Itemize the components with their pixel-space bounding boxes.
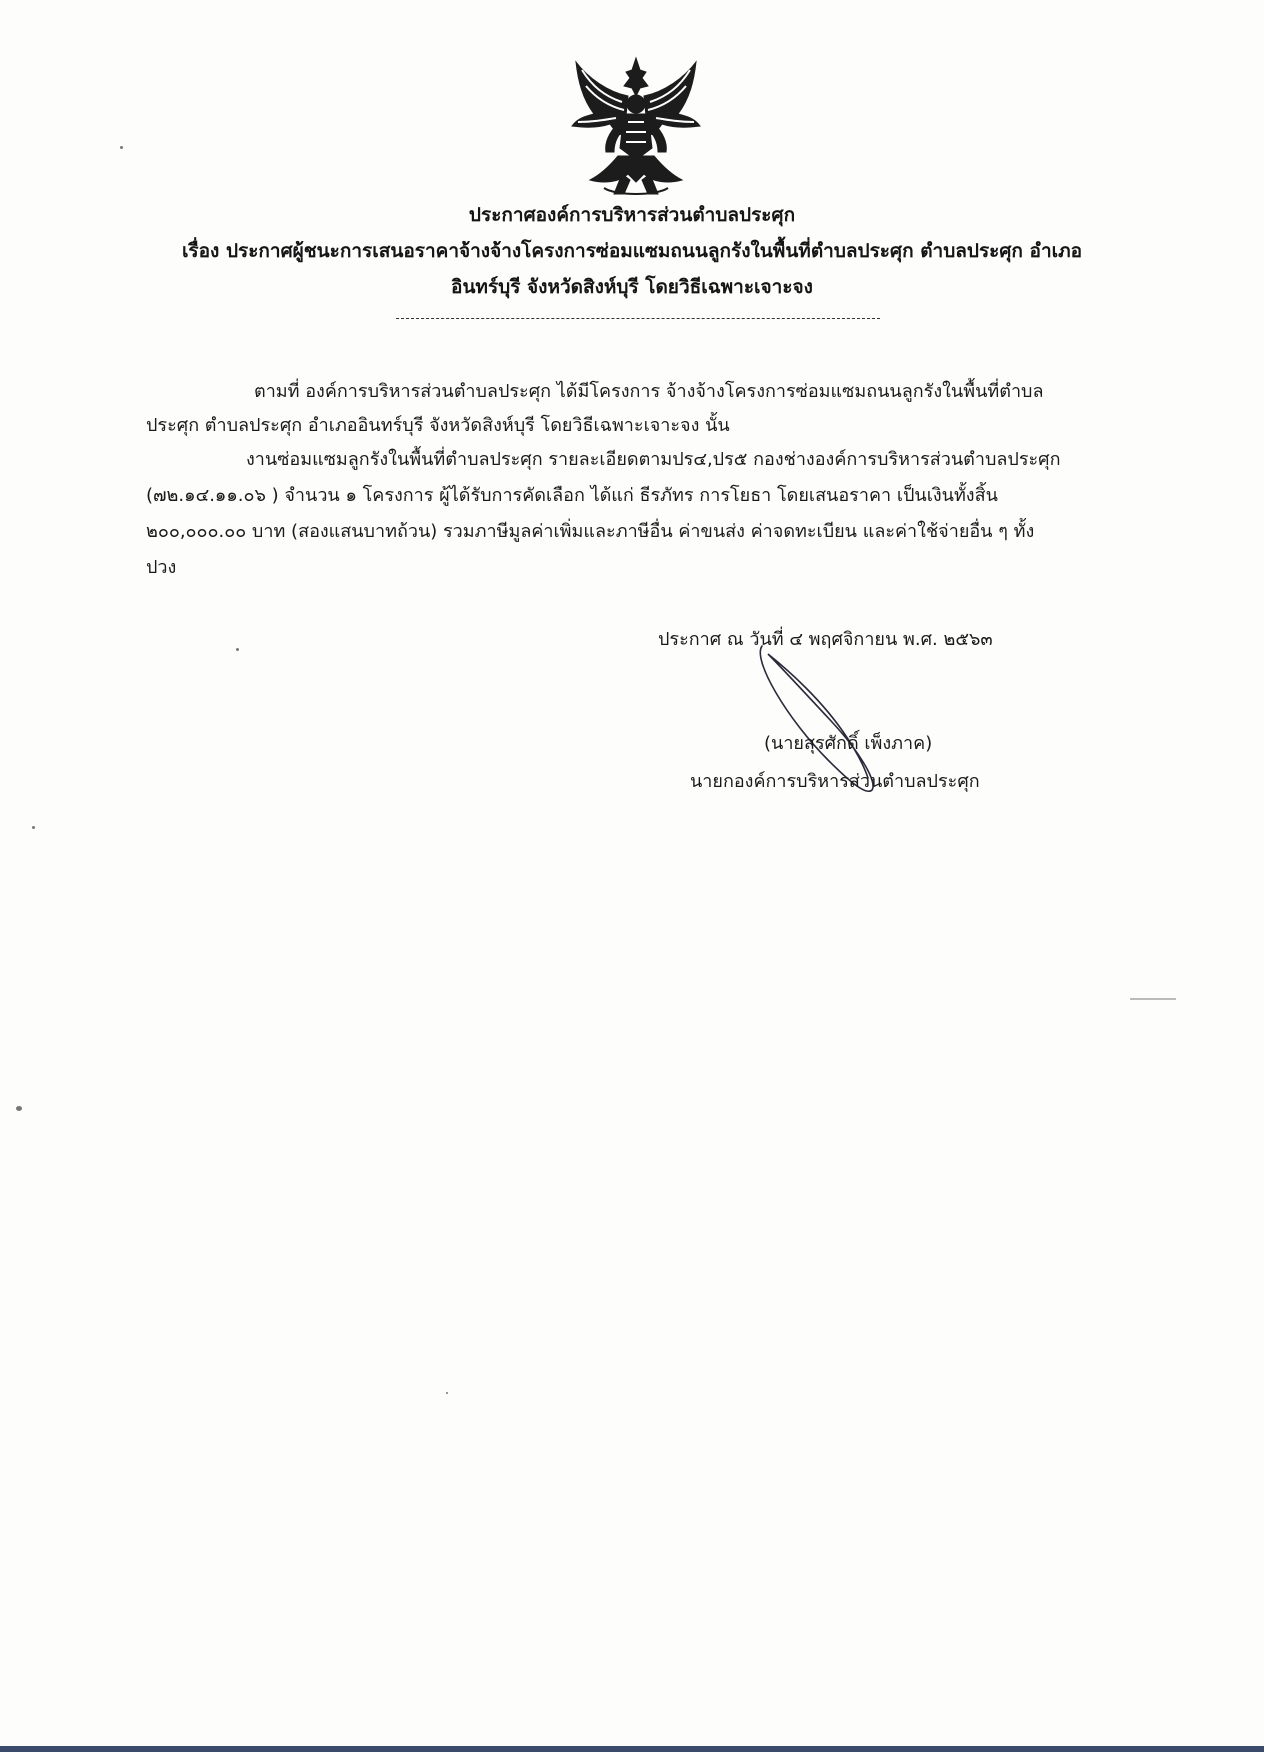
subject-line-2: อินทร์บุรี จังหวัดสิงห์บุรี โดยวิธีเฉพาะเจาะจง: [451, 276, 813, 298]
paragraph-2-line-2: (๗๒.๑๔.๑๑.๐๖ ) จำนวน ๑ โครงการ ผู้ได้รับการคัดเลือก ได้แก่ ธีรภัทร การโยธา โดยเสนอราคา เป็นเงินทั้งสิ้น: [146, 485, 998, 506]
subject-line-1: เรื่อง ประกาศผู้ชนะการเสนอราคาจ้างจ้างโครงการซ่อมแซมถนนลูกรังในพื้นที่ตำบลประศุก ตำบลประศุก อำเภอ: [181, 240, 1083, 262]
announcement-date: ประกาศ ณ วันที่ ๔ พฤศจิกายน พ.ศ. ๒๕๖๓: [658, 629, 993, 650]
signer-position: นายกองค์การบริหารส่วนตำบลประศุก: [690, 771, 980, 792]
paragraph-2-line-4: ปวง: [146, 557, 177, 578]
signer-name: (นายสุรศักดิ์ เพ็งภาค): [764, 733, 933, 754]
header-divider: [396, 318, 880, 319]
scan-speck: [32, 826, 35, 829]
scan-speck: [16, 1106, 22, 1111]
paragraph-1-line-1: ตามที่ องค์การบริหารส่วนตำบลประศุก ได้มีโครงการ จ้างจ้างโครงการซ่อมแซมถนนลูกรังในพื้นที่ตำบล: [254, 381, 1044, 402]
scan-speck: [120, 146, 123, 149]
scan-speck: [446, 1392, 448, 1394]
scan-speck: [236, 648, 239, 651]
garuda-emblem-icon: [568, 56, 704, 198]
scan-mark: [1130, 998, 1176, 1000]
paragraph-1-line-2: ประศุก ตำบลประศุก อำเภออินทร์บุรี จังหวัดสิงห์บุรี โดยวิธีเฉพาะเจาะจง นั้น: [146, 415, 730, 436]
scan-edge: [0, 1746, 1264, 1752]
announcement-title: ประกาศองค์การบริหารส่วนตำบลประศุก: [468, 204, 796, 226]
paragraph-2-line-1: งานซ่อมแซมลูกรังในพื้นที่ตำบลประศุก รายละเอียดตามปร๔,ปร๕ กองช่างองค์การบริหารส่วนตำบลประศุก: [246, 449, 1061, 470]
paragraph-2-line-3: ๒๐๐,๐๐๐.๐๐ บาท (สองแสนบาทถ้วน) รวมภาษีมูลค่าเพิ่มและภาษีอื่น ค่าขนส่ง ค่าจดทะเบียน และค่าใช้จ่ายอื่น ๆ ทั้ง: [146, 521, 1035, 542]
